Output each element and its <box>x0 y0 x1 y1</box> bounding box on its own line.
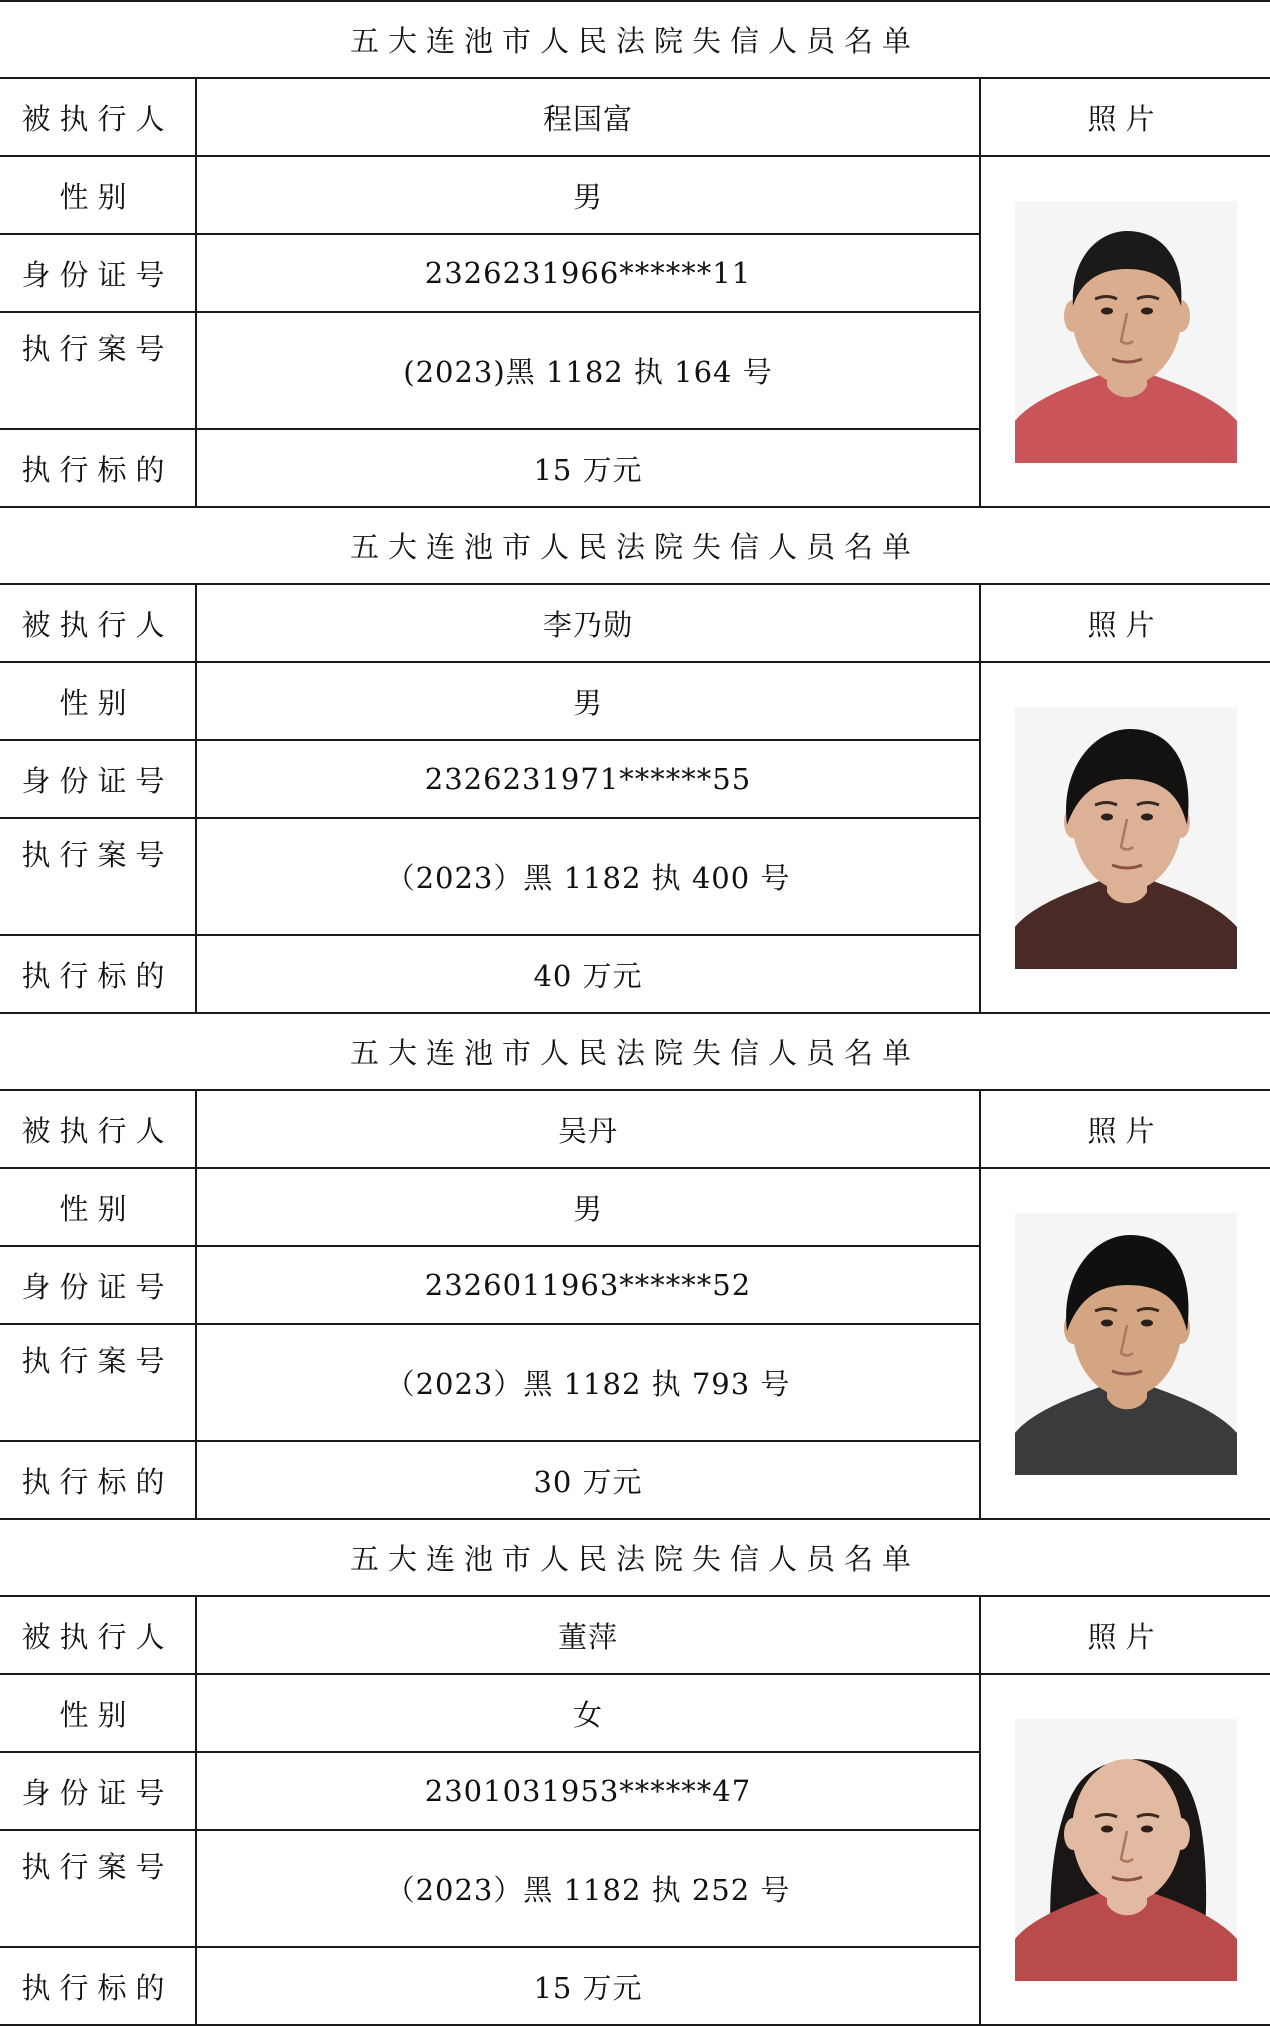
gender-value: 女 <box>196 1674 980 1752</box>
label-photo: 照片 <box>980 1090 1270 1168</box>
gender-value: 男 <box>196 662 980 740</box>
label-debtor: 被执行人 <box>0 1090 196 1168</box>
record-table <box>0 1518 1270 2026</box>
label-amount: 执行标的 <box>0 429 196 507</box>
case-number-value: (2023)黑 1182 执 164 号 <box>196 312 980 429</box>
record-block <box>0 1012 1270 1518</box>
debtor-name: 吴丹 <box>196 1090 980 1168</box>
portrait-female-photo <box>1015 1719 1237 1981</box>
record-table <box>0 506 1270 1014</box>
list-title: 五大连池市人民法院失信人员名单 <box>0 1 1270 78</box>
list-title: 五大连池市人民法院失信人员名单 <box>0 507 1270 584</box>
label-photo: 照片 <box>980 78 1270 156</box>
id-number-value: 2301031953******47 <box>196 1752 980 1830</box>
photo-cell <box>980 156 1270 507</box>
label-id-number: 身份证号 <box>0 234 196 312</box>
id-number-value: 2326231966******11 <box>196 234 980 312</box>
id-number-value: 2326231971******55 <box>196 740 980 818</box>
record-block <box>0 506 1270 1012</box>
case-number-value: （2023）黑 1182 执 793 号 <box>196 1324 980 1441</box>
label-amount: 执行标的 <box>0 1947 196 2025</box>
amount-value: 30 万元 <box>196 1441 980 1519</box>
label-debtor: 被执行人 <box>0 1596 196 1674</box>
label-debtor: 被执行人 <box>0 78 196 156</box>
amount-value: 15 万元 <box>196 1947 980 2025</box>
case-number-value: （2023）黑 1182 执 252 号 <box>196 1830 980 1947</box>
photo-cell <box>980 662 1270 1013</box>
list-title: 五大连池市人民法院失信人员名单 <box>0 1519 1270 1596</box>
label-case-number: 执行案号 <box>0 1324 196 1441</box>
photo-cell <box>980 1168 1270 1519</box>
label-id-number: 身份证号 <box>0 740 196 818</box>
portrait-male-photo <box>1015 201 1237 463</box>
label-id-number: 身份证号 <box>0 1752 196 1830</box>
label-id-number: 身份证号 <box>0 1246 196 1324</box>
portrait-male-photo <box>1015 1213 1237 1475</box>
record-block <box>0 0 1270 506</box>
label-case-number: 执行案号 <box>0 818 196 935</box>
label-gender: 性别 <box>0 1674 196 1752</box>
debtor-name: 李乃勋 <box>196 584 980 662</box>
label-case-number: 执行案号 <box>0 1830 196 1947</box>
gender-value: 男 <box>196 1168 980 1246</box>
case-number-value: （2023）黑 1182 执 400 号 <box>196 818 980 935</box>
label-gender: 性别 <box>0 1168 196 1246</box>
id-number-value: 2326011963******52 <box>196 1246 980 1324</box>
label-case-number: 执行案号 <box>0 312 196 429</box>
record-table <box>0 1012 1270 1520</box>
label-debtor: 被执行人 <box>0 584 196 662</box>
list-title: 五大连池市人民法院失信人员名单 <box>0 1013 1270 1090</box>
amount-value: 15 万元 <box>196 429 980 507</box>
amount-value: 40 万元 <box>196 935 980 1013</box>
photo-cell <box>980 1674 1270 2025</box>
label-gender: 性别 <box>0 662 196 740</box>
label-photo: 照片 <box>980 584 1270 662</box>
debtor-name: 董萍 <box>196 1596 980 1674</box>
label-amount: 执行标的 <box>0 935 196 1013</box>
portrait-male-photo <box>1015 707 1237 969</box>
gender-value: 男 <box>196 156 980 234</box>
debtor-name: 程国富 <box>196 78 980 156</box>
record-block <box>0 1518 1270 2024</box>
label-gender: 性别 <box>0 156 196 234</box>
label-photo: 照片 <box>980 1596 1270 1674</box>
record-table <box>0 0 1270 508</box>
label-amount: 执行标的 <box>0 1441 196 1519</box>
